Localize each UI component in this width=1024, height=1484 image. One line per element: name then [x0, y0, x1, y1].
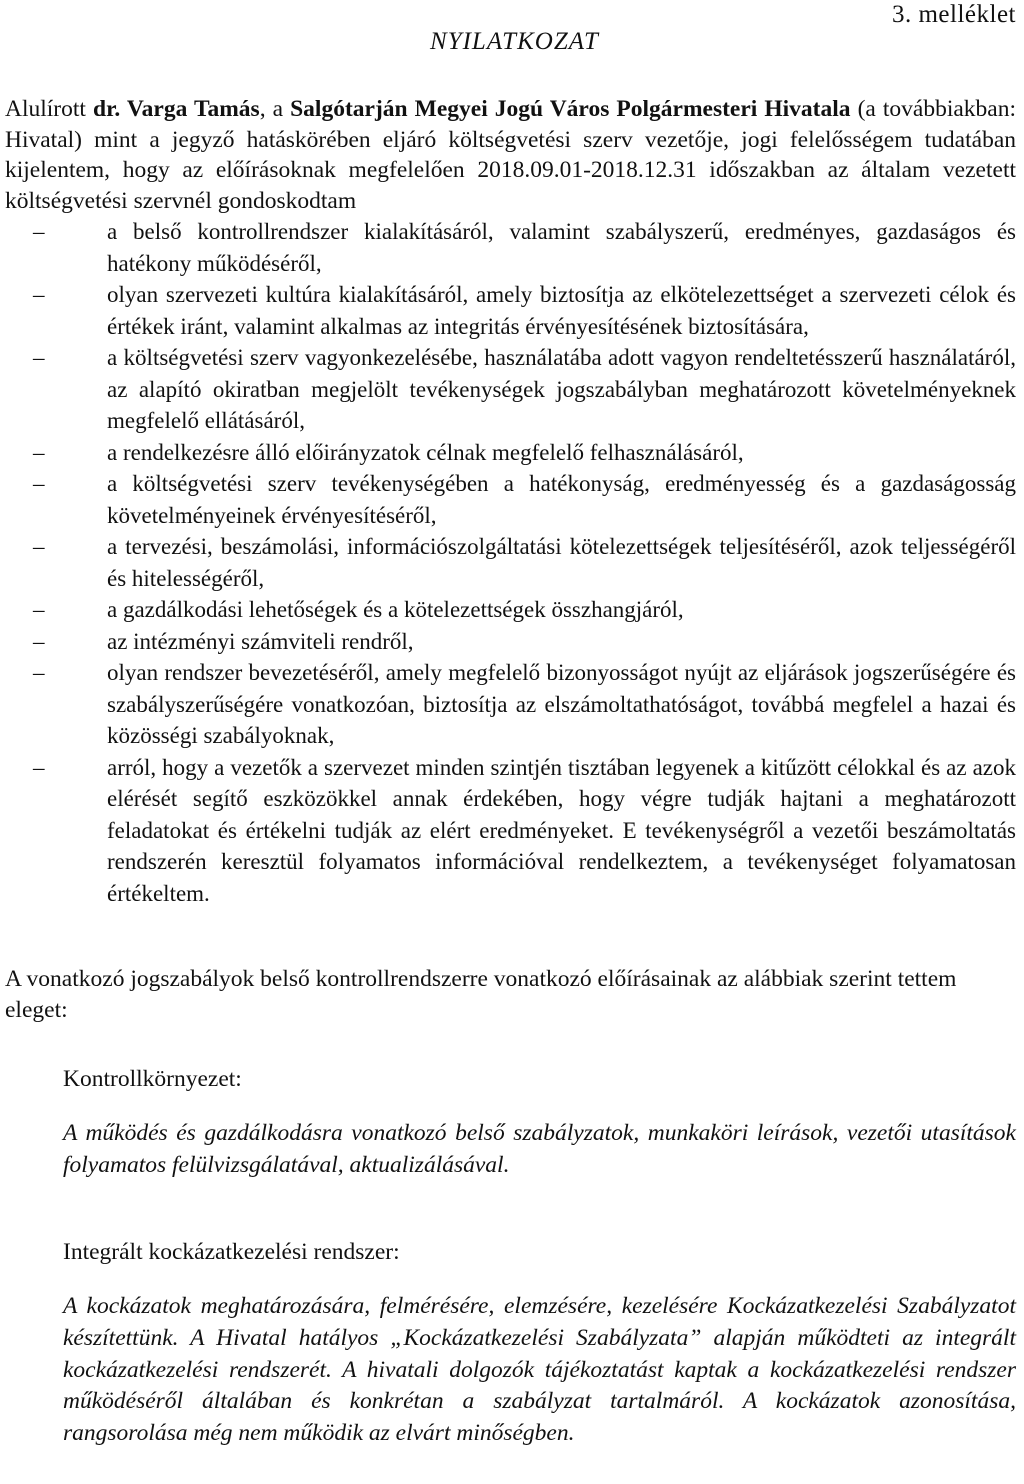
dash-marker: –	[33, 628, 45, 654]
dash-marker: –	[33, 754, 45, 780]
list-item	[0, 437, 1016, 469]
dash-marker: –	[33, 282, 45, 307]
section-intro-paragraph: A vonatkozó jogszabályok belső kontrollrendszerre vonatkozó előírásainak az alábbiak szerint tettem eleget:	[5, 966, 957, 1023]
list-item-text: a belső kontrollrendszer kialakításáról, valamint szabályszerű, eredményes, gazdaságos és hatékony működéséről,	[107, 219, 1016, 276]
dash-marker: –	[33, 660, 45, 685]
intro-text-before: Alulírott	[5, 96, 93, 122]
risk-management-heading: Integrált kockázatkezelési rendszer:	[63, 1239, 400, 1265]
list-item-text: az intézményi számviteli rendről,	[107, 628, 414, 654]
signatory-name: dr. Varga Tamás	[93, 96, 260, 122]
list-item	[0, 279, 1016, 342]
list-item-text: olyan szervezeti kultúra kialakításáról, amely biztosítja az elkötelezettséget a szervezeti célok és értékek iránt, valamint alkalmas az integritás érvényesítésének biztosítására,	[107, 282, 1016, 339]
intro-paragraph	[5, 94, 1016, 216]
dash-marker: –	[33, 219, 45, 244]
list-item-text: a költségvetési szerv tevékenységében a hatékonyság, eredményesség és a gazdaságosság követelményeinek érvényesítéséről,	[107, 471, 1016, 528]
dash-marker: –	[33, 597, 45, 622]
intro-text-mid: , a	[259, 96, 291, 122]
risk-management-text: A kockázatok meghatározására, felmérésére, elemzésére, kezelésére Kockázatkezelési Szabályzatot készítettünk. A Hivatal hatályos „Kockázatkezelési Szabályzata” alapján működteti az integrált kockázatkezelési rendszerét. A hivatali dolgozók tájékoztatást kaptak a kockázatkezelési rendszer működéséről általában és konkrétan a szabályzat tartalmáról. A kockázatok azonosítása, rangsorolása még nem működik az elvárt minőségben.	[63, 1293, 1016, 1447]
dash-marker: –	[33, 439, 45, 465]
list-item	[0, 468, 1016, 531]
list-item	[0, 216, 1016, 279]
list-item	[0, 752, 1016, 910]
list-item	[0, 594, 1016, 626]
list-item-text: a rendelkezésre álló előirányzatok célnak megfelelő felhasználásáról,	[107, 439, 744, 465]
control-environment-text: A működés és gazdálkodásra vonatkozó belső szabályzatok, munkaköri leírások, vezetői utasítások folyamatos felülvizsgálatával, aktualizálásával.	[63, 1120, 1016, 1178]
dash-marker: –	[33, 471, 45, 496]
list-item-text: a tervezési, beszámolási, információszolgáltatási kötelezettségek teljesítéséről, azok teljességéről és hitelességéről,	[107, 534, 1016, 591]
obligations-list	[0, 216, 1016, 909]
list-item	[0, 657, 1016, 752]
list-item	[0, 626, 1016, 658]
intro-text-after: (a továbbiakban: Hivatal) mint a jegyző hatáskörében eljáró költségvetési szerv vezetője, jogi felelősségem tudatában kijelentem, hogy az előírásoknak megfelelően 2018.09.01-2018.12.31 időszakban az általam vezetett költségvetési szervnél gondoskodtam	[5, 96, 1017, 214]
list-item-text: a költségvetési szerv vagyonkezelésébe, használatába adott vagyon rendeltetésszerű használatáról, az alapító okiratban megjelölt tevékenységek jogszabályban meghatározott követelményeknek megfelelő ellátásáról,	[107, 345, 1016, 433]
office-name: Salgótarján Megyei Jogú Város Polgármesteri Hivatala	[290, 96, 851, 122]
list-item	[0, 342, 1016, 437]
list-item	[0, 531, 1016, 594]
dash-marker: –	[33, 345, 45, 370]
document-title: NYILATKOZAT	[430, 28, 599, 55]
list-item-text: arról, hogy a vezetők a szervezet minden szintjén tisztában legyenek a kitűzött célokkal és az azok elérését segítő eszközökkel annak érdekében, hogy végre tudják hajtani a meghatározott feladatokat és értékelni tudják az elért eredményeket. E tevékenységről a vezetői beszámoltatás rendszerén keresztül folyamatos információval rendelkeztem, a tevékenységet folyamatosan értékeltem.	[107, 754, 1016, 906]
control-environment-heading: Kontrollkörnyezet:	[63, 1066, 242, 1092]
list-item-text: a gazdálkodási lehetőségek és a kötelezettségek összhangjáról,	[107, 597, 684, 622]
list-item-text: olyan rendszer bevezetéséről, amely megfelelő bizonyosságot nyújt az eljárások jogszerűségére és szabályszerűségére vonatkozóan, biztosítja az elszámoltathatóságot, továbbá megfelel a hazai és közösségi szabályoknak,	[107, 660, 1016, 748]
annex-label: 3. melléklet	[891, 1, 1016, 28]
dash-marker: –	[33, 534, 45, 559]
